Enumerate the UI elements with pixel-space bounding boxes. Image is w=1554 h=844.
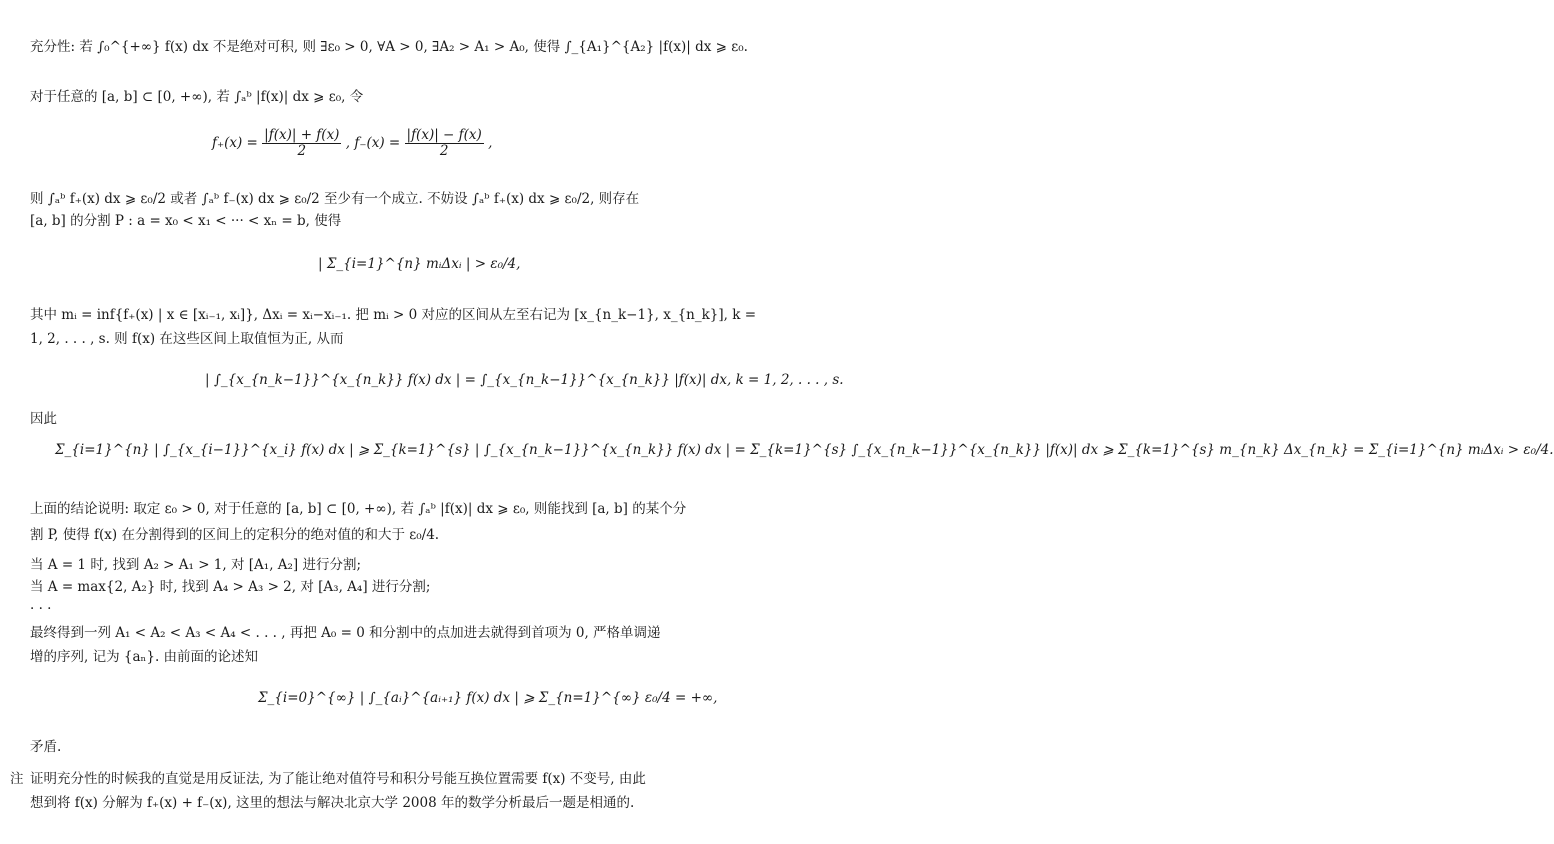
equation-f-plus-minus: f₊(x) = $\frac{|f(x)| + f(x)}{2}$ , f₋(x) = $\frac{|f(x)| - f(x)}{2}$ ,	[212, 127, 493, 159]
eq1-frac2: $\frac{|f(x)| - f(x)}{2}$	[406, 127, 482, 159]
text-line-12: · · ·	[30, 601, 52, 617]
text-line-11: 当 A = max{2, A₂} 时, 找到 A₄ > A₃ > 2, 对 [A₃, A₄] 进行分割;	[30, 579, 431, 595]
eq1-mid: , f₋(x) =	[345, 135, 401, 151]
text-line-3: 则 ∫ₐᵇ f₊(x) dx ⩾ ε₀/2 或者 ∫ₐᵇ f₋(x) dx ⩾ ε₀/2 至少有一个成立. 不妨设 ∫ₐᵇ f₊(x) dx ⩾ ε₀/2, 则存在	[30, 191, 640, 207]
text-line-9: 割 P, 使得 f(x) 在分割得到的区间上的定积分的绝对值的和大于 ε₀/4.	[30, 527, 440, 543]
text-line-14: 增的序列, 记为 {aₙ}. 由前面的论述知	[30, 649, 259, 665]
text-line-13: 最终得到一列 A₁ < A₂ < A₃ < A₄ < . . . , 再把 A₀ = 0 和分割中的点加进去就得到首项为 0, 严格单调递	[30, 625, 661, 641]
text-line-7: 因此	[30, 411, 57, 427]
text-line-5: 其中 mᵢ = inf{f₊(x) | x ∈ [xᵢ₋₁, xᵢ]}, Δxᵢ = xᵢ−xᵢ₋₁. 把 mᵢ > 0 对应的区间从左至右记为 [x_{n_k−1}, x_{n_k}], k =	[30, 307, 757, 323]
equation-integral-equality: | ∫_{x_{n_k−1}}^{x_{n_k}} f(x) dx | = ∫_{x_{n_k−1}}^{x_{n_k}} |f(x)| dx, k = 1, 2, . . . , s.	[205, 372, 844, 388]
text-line-8: 上面的结论说明: 取定 ε₀ > 0, 对于任意的 [a, b] ⊂ [0, +∞), 若 ∫ₐᵇ |f(x)| dx ⩾ ε₀, 则能找到 [a, b] 的某个分	[30, 501, 687, 517]
text-line-6: 1, 2, . . . , s. 则 f(x) 在这些区间上取值恒为正, 从而	[30, 331, 344, 347]
note-label: 注	[10, 771, 24, 787]
text-line-4: [a, b] 的分割 P : a = x₀ < x₁ < ··· < xₙ = b, 使得	[30, 213, 342, 229]
note-line-1: 证明充分性的时候我的直觉是用反证法, 为了能让绝对值符号和积分号能互换位置需要 f(x) 不变号, 由此	[30, 771, 646, 787]
equation-chain: Σ_{i=1}^{n} | ∫_{x_{i−1}}^{x_i} f(x) dx | ⩾ Σ_{k=1}^{s} | ∫_{x_{n_k−1}}^{x_{n_k}} f(x) dx | = Σ_{k=1}^{s} ∫_{x_{n_k−1}}^{x_{n_k}} |f(x)| dx ⩾ Σ_{k=1}^{s} m_{n_k} Δx_{n_k} = Σ_{i=1}^{n} mᵢΔxᵢ > ε₀/4.	[55, 442, 1554, 458]
note-line-2: 想到将 f(x) 分解为 f₊(x) + f₋(x), 这里的想法与解决北京大学 2008 年的数学分析最后一题是相通的.	[30, 795, 635, 811]
equation-divergent-sum: Σ_{i=0}^{∞} | ∫_{aᵢ}^{aᵢ₊₁} f(x) dx | ⩾ Σ_{n=1}^{∞} ε₀/4 = +∞,	[258, 690, 718, 706]
equation-sum-m-dx: | Σ_{i=1}^{n} mᵢΔxᵢ | > ε₀/4,	[318, 256, 521, 272]
text-line-1: 充分性: 若 ∫₀^{+∞} f(x) dx 不是绝对可积, 则 ∃ε₀ > 0, ∀A > 0, ∃A₂ > A₁ > A₀, 使得 ∫_{A₁}^{A₂} |f(x)| dx ⩾ ε₀.	[30, 39, 748, 55]
eq1-frac1: $\frac{|f(x)| + f(x)}{2}$	[264, 127, 340, 159]
eq1-left: f₊(x) =	[212, 135, 258, 151]
text-line-10: 当 A = 1 时, 找到 A₂ > A₁ > 1, 对 [A₁, A₂] 进行分割;	[30, 557, 362, 573]
text-line-15: 矛盾.	[30, 739, 62, 755]
text-line-2: 对于任意的 [a, b] ⊂ [0, +∞), 若 ∫ₐᵇ |f(x)| dx ⩾ ε₀, 令	[30, 89, 364, 105]
